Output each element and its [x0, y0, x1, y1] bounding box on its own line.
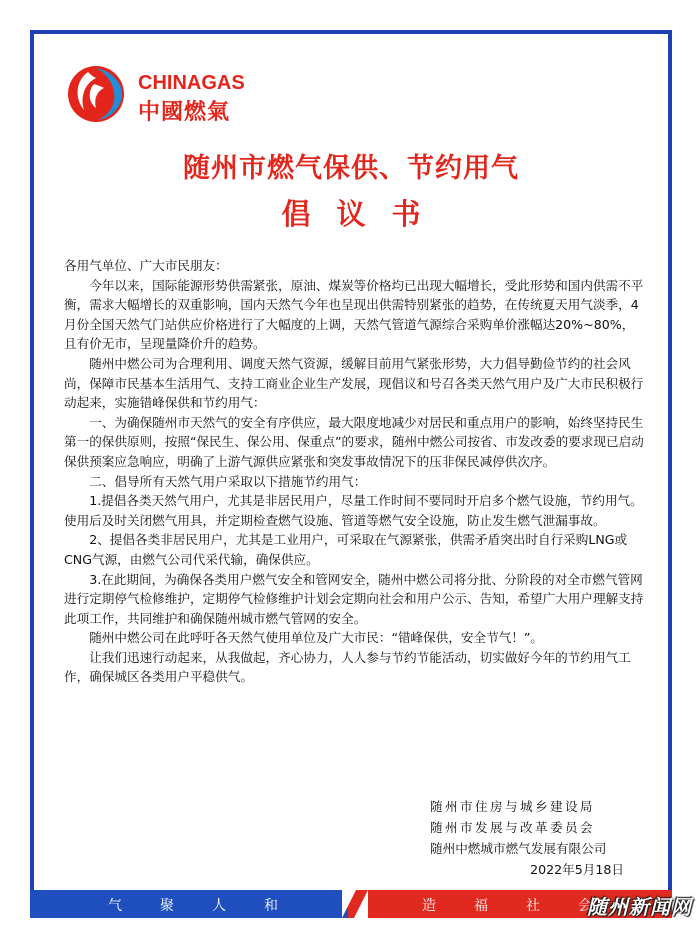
- paragraph: 随州中燃公司为合理利用、调度天然气资源，缓解目前用气紧张形势，大力倡导勤俭节约的社会风尚，保障市民基本生活用气、支持工商业企业生产发展，现倡议和号召各类天然气用户及广大市民积极行动起来，实施错峰保供和节约用气：: [64, 355, 644, 411]
- document-body: [64, 256, 646, 687]
- signature-block: [430, 796, 630, 880]
- document-subtitle: 倡议书: [281, 197, 447, 231]
- paragraph: 1.提倡各类天然气用户，尤其是非居民用户，尽量工作时间不要同时开启多个燃气设施，节约用气。使用后及时关闭燃气用具，并定期检查燃气设施、管道等燃气安全设施，防止发生燃气泄漏事故。: [64, 493, 643, 528]
- document-frame: [30, 30, 672, 918]
- signature-org: 随州市住房与城乡建设局: [430, 799, 595, 814]
- paragraph: 3.在此期间，为确保各类用户燃气安全和管网安全，随州中燃公司将分批、分阶段的对全市燃气管网进行定期停气检修维护，定期停气检修维护计划会定期向社会和用户公示、告知，希望广大用户理解支持此项工作，共同维护和确保随州城市燃气管网的安全。: [64, 571, 644, 626]
- signature-date: 2022年5月18日: [530, 862, 624, 877]
- paragraph: 今年以来，国际能源形势供需紧张，原油、煤炭等价格均已出现大幅增长，受此形势和国内供需不平衡，需求大幅增长的双重影响，国内天然气今年也呈现出供需特别紧张的趋势，在传统夏天用气淡季，4月份全国天然气门站供应价格进行了大幅度的上调，天然气管道气源综合采购单价涨幅达20%~80%，且有价无市，呈现量降价升的趋势。: [64, 277, 644, 352]
- chinagas-logo: [66, 64, 276, 126]
- salutation: 各用气单位、广大市民朋友：: [64, 258, 228, 273]
- document-title: 随州市燃气保供、节约用气: [183, 153, 519, 184]
- banner-slogan-left: 气聚人和: [108, 898, 316, 914]
- chinagas-logo-icon: [66, 64, 126, 124]
- bottom-banner: [30, 890, 672, 918]
- paragraph: 一、为确保随州市天然气的安全有序供应，最大限度地减少对居民和重点用户的影响，始终坚持民生第一的保供原则，按照“保民生、保公用、保重点”的要求，随州中燃公司按省、市发改委的要求现已启动保供预案应急响应，明确了上游气源供应紧张和突发事故情况下的压非保民减停供次序。: [64, 414, 644, 469]
- banner-slogan-right: 造福社会: [422, 898, 630, 914]
- paragraph: 2、提倡各类非居民用户，尤其是工业用户，可采取在气源紧张，供需矛盾突出时自行采购LNG或CNG气源，由燃气公司代采代输，确保供应。: [64, 532, 628, 567]
- paragraph: 让我们迅速行动起来，从我做起，齐心协力，人人参与节约节能活动，切实做好今年的节约用气工作，确保城区各类用户平稳供气。: [64, 649, 631, 685]
- watermark: 随州新闻网: [587, 895, 692, 919]
- signature-org: 随州市发展与改革委员会: [430, 820, 595, 835]
- banner-divider: [354, 890, 368, 918]
- logo-chinese-text: 中國燃氣: [138, 100, 231, 125]
- logo-english-text: CHINAGAS: [138, 72, 245, 94]
- signature-org: 随州中燃城市燃气发展有限公司: [430, 841, 607, 856]
- paragraph: 二、倡导所有天然气用户采取以下措施节约用气：: [89, 473, 367, 489]
- paragraph: 随州中燃公司在此呼吁各天然气使用单位及广大市民：“错峰保供，安全节气！”。: [89, 630, 544, 646]
